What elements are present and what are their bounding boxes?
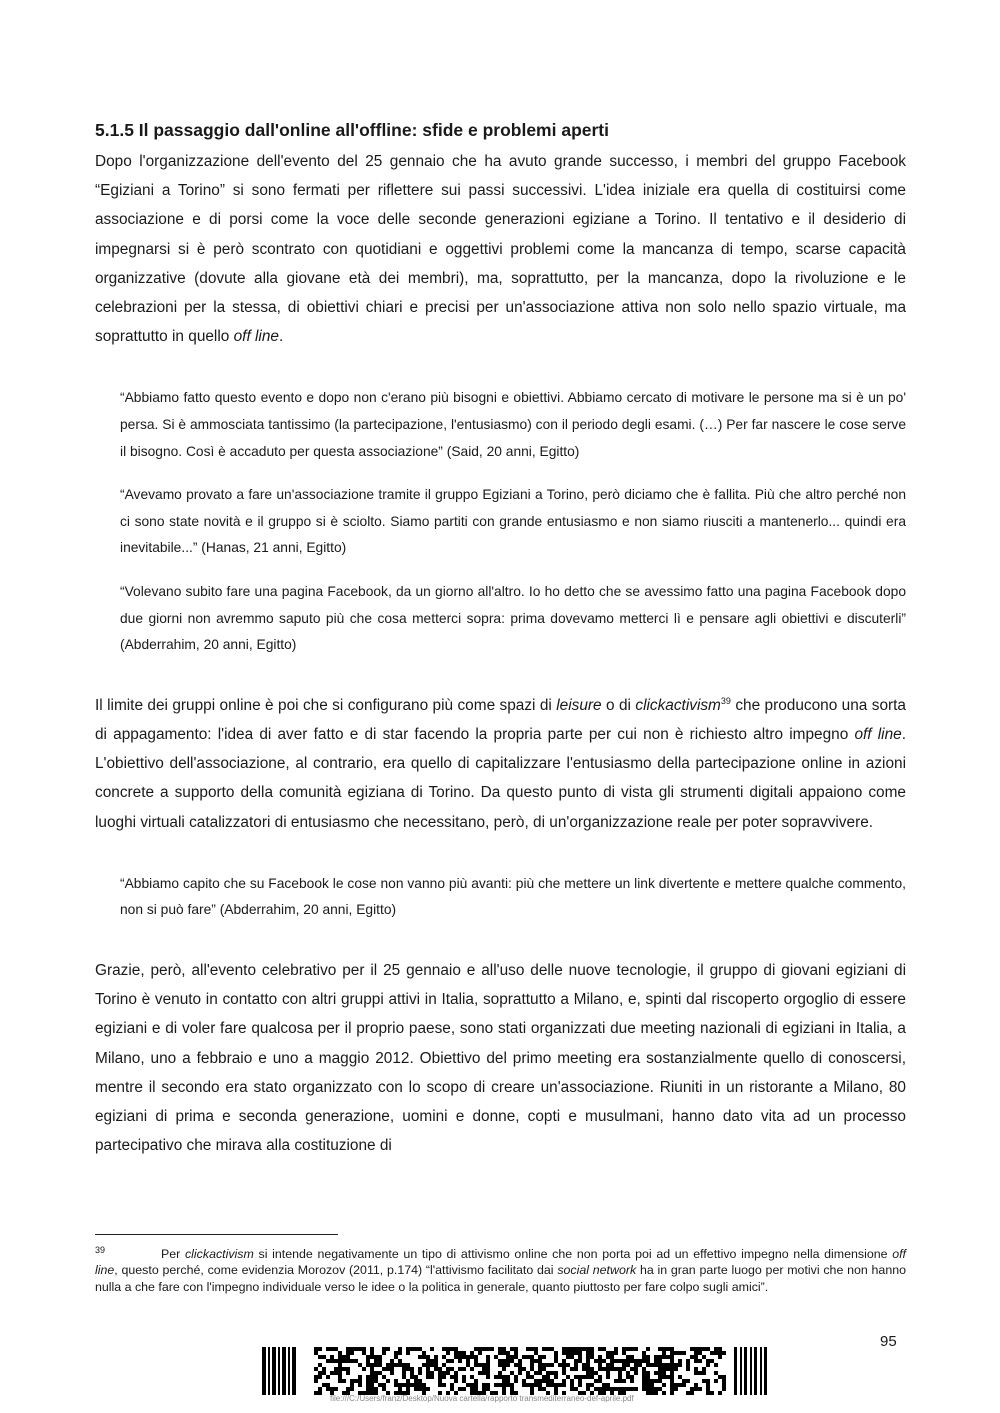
interview-quote: “Abbiamo fatto questo evento e dopo non c'erano più bisogni e obiettivi. Abbiamo cercato di motivare le persone ma si è un po' persa. Si è ammosciata tantissimo (la partecipazione, l'entusiasmo) con il periodo degli esami. (…) Per far nascere le cose serve il bisogno. Così è accaduto per questa associazione” (Said, 20 anni, Egitto) bbox=[120, 390, 906, 459]
paragraph-3: Grazie, però, all'evento celebrativo per il 25 gennaio e all'uso delle nuove tecnologie, il gruppo di giovani egiziani di Torino è venuto in contatto con altri gruppi attivi in Italia, soprattutto a Milano, e, spinti dal riscoperto orgoglio di essere egiziani e di voler fare qualcosa per il proprio paese, sono stati organizzati due meeting nazionali di egiziani in Italia, a Milano, uno a febbraio e uno a maggio 2012. Obiettivo del primo meeting era sostanzialmente quello di conoscersi, mentre il secondo era stato organizzato con lo scopo di creare un'associazione. Riuniti in un ristorante a Milano, 80 egiziani di prima e seconda generazione, uomini e donne, copti e musulmani, hanno dato vita ad un processo partecipativo che mirava alla costituzione di bbox=[95, 961, 906, 1155]
footer-file-path: file:///C:/Users/franz/Desktop/Nuova cartella/rapporto transmediterraneo-def-aprile.pdf bbox=[330, 1394, 634, 1403]
document-page bbox=[95, 118, 906, 1160]
page-number: 95 bbox=[880, 1333, 897, 1350]
interview-quote: “Abbiamo capito che su Facebook le cose non vanno più avanti: più che mettere un link divertente e mettere qualche commento, non si può fare” (Abderrahim, 20 anni, Egitto) bbox=[120, 875, 906, 918]
footnote-number: 39 bbox=[95, 1245, 106, 1255]
paragraph-2: Il limite dei gruppi online è poi che si configurano più come spazi di leisure o di clickactivism$^{39}$ che producono una sorta di appagamento: l'idea di aver fatto e di star facendo la propria parte per cui non è richiesto altro impegno off line. L'obiettivo dell'associazione, al contrario, era quello di capitalizzare l'entusiasmo della partecipazione online in azioni concrete a supporto della comunità egiziana di Torino. Da questo punto di vista gli strumenti digitali appaiono come luoghi virtuali catalizzatori di entusiasmo che necessitano, però, di un'organizzazione reale per poter sopravvivere. bbox=[95, 695, 906, 831]
section-heading: 5.1.5 Il passaggio dall'online all'offline: sfide e problemi aperti bbox=[95, 120, 609, 140]
interview-quote: “Avevamo provato a fare un'associazione tramite il gruppo Egiziani a Torino, però diciamo che è fallita. Più che altro perché non ci sono state novità e il gruppo si è sciolto. Siamo partiti con grande entusiasmo e non siamo riusciti a mantenerlo... quindi era inevitabile...” (Hanas, 21 anni, Egitto) bbox=[120, 487, 906, 556]
interview-quote: “Volevano subito fare una pagina Facebook, da un giorno all'altro. Io ho detto che se avessimo fatto una pagina Facebook dopo due giorni non avremmo saputo più che cosa metterci sopra: prima dovevamo metterci lì e pensare agli obiettivi e discuterli” (Abderrahim, 20 anni, Egitto) bbox=[120, 583, 906, 653]
footnote-ref[interactable]: 39 bbox=[720, 695, 731, 706]
footnote-divider bbox=[95, 1234, 338, 1235]
paragraph-1: Dopo l'organizzazione dell'evento del 25 gennaio che ha avuto grande successo, i membri del gruppo Facebook “Egiziani a Torino” si sono fermati per riflettere sui passi successivi. L'idea iniziale era quella di costituirsi come associazione e di porsi come la voce delle seconde generazioni egiziane a Torino. Il tentativo e il desiderio di impegnarsi si è però scontrato con quotidiani e oggettivi problemi come la mancanza di tempo, scarse capacità organizzative (dovute alla giovane età dei membri), ma, soprattutto, per la mancanza, dopo la rivoluzione e le celebrazioni per la stessa, di obiettivi chiari e precisi per un'associazione attiva non solo nello spazio virtuale, ma soprattutto in quello off line. bbox=[95, 153, 906, 346]
barcode-image bbox=[262, 1347, 768, 1395]
footnote: $^{39}$ Per clickactivism si intende negativamente un tipo di attivismo online che non porta poi ad un effettivo impegno nella dimensione off line, questo perché, come evidenzia Morozov (2011, p.174) “l'attivismo facilitato dai social network ha in gran parte luogo per motivi che non hanno nulla a che fare con l'impegno individuale verso le idee o la politica in generale, quanto piuttosto per fare colpo sugli amici”. bbox=[95, 1245, 906, 1294]
